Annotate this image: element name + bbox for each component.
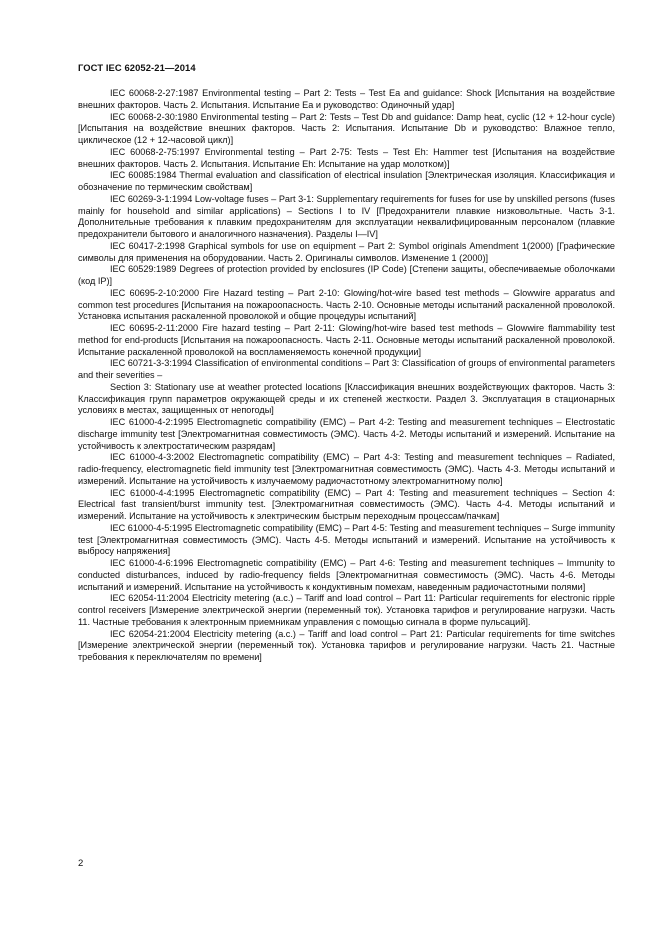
reference-item: IEC 62054-21:2004 Electricity metering (a.c.) – Tariff and load control – Part 21: Particular requirements for time switches [Измерение электрической энергии (переменный ток). Установка тарифов и регулирование нагрузки. Часть 21. Частные требования к переключателям по времени] xyxy=(78,628,615,662)
reference-item: IEC 60417-2:1998 Graphical symbols for use on equipment – Part 2: Symbol originals Amendment 1(2000) [Графические символы для применения на оборудовании. Часть 2. Оригиналы символов. Изменение 1 (2000)] xyxy=(78,240,615,263)
page-header: ГОСТ IEC 62052-21—2014 xyxy=(78,62,196,73)
reference-item: IEC 62054-11:2004 Electricity metering (a.c.) – Tariff and load control – Part 11: Particular requirements for electronic ripple control receivers [Измерение электрической энергии (переменный ток). Установка тарифов и регулирование нагрузки. Часть 11. Частные требования к электронным приемникам управления с помощью сигнала в форме пульсаций]. xyxy=(78,593,615,627)
reference-item: Section 3: Stationary use at weather protected locations [Классификация внешних воздействующих факторов. Часть 3: Классификация групп параметров окружающей среды и их степеней жесткости. Раздел 3. Эксплуатация в стационарных условиях в местах, защищенных от непогоды] xyxy=(78,381,615,416)
reference-item: IEC 61000-4-4:1995 Electromagnetic compatibility (EMC) – Part 4: Testing and measurement techniques – Section 4: Electrical fast transient/burst immunity test. [Электромагнитная совместимость (ЭМС). Часть 4-4. Методы испытаний и измерений. Испытание на устойчивость к электрическим быстрым переходным процессам/пачкам] xyxy=(78,487,615,521)
reference-item: IEC 61000-4-3:2002 Electromagnetic compatibility (EMC) – Part 4-3: Testing and measurement techniques – Radiated, radio-frequency, electromagnetic field immunity test [Электромагнитная совместимость (ЭМС). Часть 4-3. Методы испытаний и измерений. Испытание на устойчивость к излучаемому радиочастотному электромагнитному полю] xyxy=(78,452,615,486)
reference-item: IEC 60695-2-11:2000 Fire hazard testing – Part 2-11: Glowing/hot-wire based test methods – Glowwire flammability test method for end-products [Испытания на пожароопасность. Часть 2-11. Основные методы испытаний раскаленной проволокой. Испытание раскаленной проволокой на воспламеняемость конечной продукции] xyxy=(78,323,615,357)
reference-item: IEC 60721-3-3:1994 Classification of environmental conditions – Part 3: Classification of groups of environmental parameters and their severities – xyxy=(78,358,615,380)
reference-item: IEC 60068-2-27:1987 Environmental testing – Part 2: Tests – Test Ea and guidance: Shock [Испытания на воздействие внешних факторов. Часть 2. Испытания. Испытание Ea и руководство: Одиночный удар] xyxy=(78,88,615,110)
page-number: 2 xyxy=(78,858,84,869)
reference-item: IEC 60695-2-10:2000 Fire Hazard testing – Part 2-10: Glowing/hot-wire based test methods – Glowwire apparatus and common test procedures [Испытания на пожароопасность. Часть 2-10. Основные методы испытаний раскаленной проволокой. Установка испытания раскаленной проволокой и общие процедуры испытаний] xyxy=(78,287,615,322)
reference-item: IEC 60068-2-75:1997 Environmental testing – Part 2-75: Tests – Test Eh: Hammer test [Испытания на воздействие внешних факторов. Часть 2. Испытания. Испытание Eh: Испытание на удар молотком)] xyxy=(78,146,615,169)
normative-references-list xyxy=(78,88,615,664)
reference-item: IEC 60529:1989 Degrees of protection provided by enclosures (IP Code) [Степени защиты, обеспечиваемые оболочками (код IP)] xyxy=(78,264,615,286)
reference-item: IEC 60068-2-30:1980 Environmental testing – Part 2: Tests – Test Db and guidance: Damp heat, cyclic (12 + 12-hour cycle) [Испытания на воздействие внешних факторов. Часть 2: Испытания. Испытание Db и руководство: Влажное тепло, циклическое (12 + 12-часовой цикл)] xyxy=(78,111,615,145)
reference-item: IEC 61000-4-2:1995 Electromagnetic compatibility (EMC) – Part 4-2: Testing and measurement techniques – Electrostatic discharge immunity test [Электромагнитная совместимость (ЭМС). Часть 4-2. Методы испытаний и измерений. Испытание на устойчивость к электростатическим разрядам] xyxy=(78,417,615,451)
reference-item: IEC 60269-3-1:1994 Low-voltage fuses – Part 3-1: Supplementary requirements for fuses for use by unskilled persons (fuses mainly for household and similar applications) – Sections I to IV [Предохранители плавкие низковольтные. Часть 3-1. Дополнительные требования к плавким предохранителям для эксплуатации неквалифицированным персоналом (плавкие предохранители бытового и аналогичного назначения). Разделы I—IV] xyxy=(78,193,615,239)
reference-item: IEC 60085:1984 Thermal evaluation and classification of electrical insulation [Электрическая изоляция. Классификация и обозначение по термическим свойствам] xyxy=(78,170,615,192)
reference-item: IEC 61000-4-5:1995 Electromagnetic compatibility (EMC) – Part 4-5: Testing and measurement techniques – Surge immunity test [Электромагнитная совместимость (ЭМС). Часть 4-5. Методы испытаний и измерений. Испытание на устойчивость к выбросу напряжения] xyxy=(78,522,615,557)
reference-item: IEC 61000-4-6:1996 Electromagnetic compatibility (EMC) – Part 4-6: Testing and measurement techniques – Immunity to conducted disturbances, induced by radio-frequency fields [Электромагнитная совместимость (ЭМС). Часть 4-6. Методы испытаний и измерений. Испытание на устойчивость к кондуктивным помехам, наведенным радиочастотными полями] xyxy=(78,558,615,592)
